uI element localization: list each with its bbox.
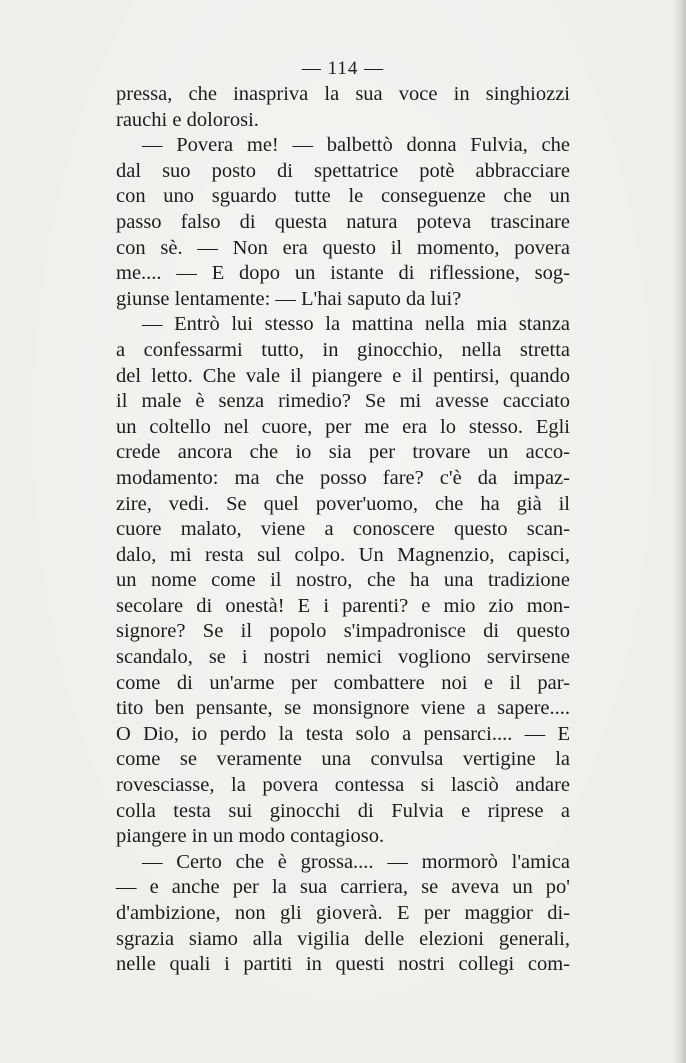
text-line: — Entrò lui stesso la mattina nella mia stanza [142,313,570,336]
text-line: giunse lentamente: — L'hai saputo da lui? [116,287,462,310]
text-line: dal suo posto di spettatrice potè abbracciare [116,159,570,182]
text-line: me.... — E dopo un istante di riflessione, sog- [116,262,570,285]
text-line: passo falso di questa natura poteva trascinare [116,210,570,233]
page-edge-shadow [672,0,686,1063]
text-line: secolare di onestà! E i parenti? e mio zio mon- [116,594,570,617]
text-line: come se veramente una convulsa vertigine la [116,748,570,771]
text-line: — e anche per la sua carriera, se aveva un po' [116,876,570,899]
text-line: — Povera me! — balbettò donna Fulvia, che [142,134,570,157]
text-line: colla testa sui ginocchi di Fulvia e riprese a [116,799,570,822]
text-line: pressa, che inaspriva la sua voce in singhiozzi [116,83,570,105]
text-line: O Dio, io perdo la testa solo a pensarci.... — E [116,722,570,745]
text-line: a confessarmi tutto, in ginocchio, nella stretta [116,338,570,361]
text-line: un nome come il nostro, che ha una tradizione [116,569,570,592]
text-line: rauchi e dolorosi. [116,108,259,131]
text-line: rovesciasse, la povera contessa si lasciò andare [116,774,570,797]
text-line: nelle quali i partiti in questi nostri collegi com- [116,953,570,976]
text-line: con uno sguardo tutte le conseguenze che un [116,185,570,208]
text-line: un coltello nel cuore, per me era lo stesso. Egli [116,415,570,438]
text-line: sgrazia siamo alla vigilia delle elezioni generali, [116,927,570,950]
text-line: con sè. — Non era questo il momento, povera [116,236,570,259]
text-line: tito ben pensante, se monsignore viene a sapere.... [116,697,570,720]
text-line: signore? Se il popolo s'impadronisce di questo [116,620,570,643]
text-line: piangere in un modo contagioso. [116,825,385,848]
text-line: modamento: ma che posso fare? c'è da impaz- [116,466,570,489]
text-line: — Certo che è grossa.... — mormorò l'amica [142,850,570,873]
body-text [116,82,570,978]
text-line: d'ambizione, non gli gioverà. E per maggior di- [116,902,570,924]
text-line: zire, vedi. Se quel pover'uomo, che ha già il [116,492,570,515]
text-line: il male è senza rimedio? Se mi avesse cacciato [116,390,570,413]
text-line: scandalo, se i nostri nemici vogliono servirsene [116,646,570,669]
page-number: — 114 — [301,58,385,79]
text-line: crede ancora che io sia per trovare un acco- [116,441,570,464]
text-line: come di un'arme per combattere noi e il par- [116,671,570,694]
text-line: del letto. Che vale il piangere e il pentirsi, quando [116,364,570,387]
text-line: dalo, mi resta sul colpo. Un Magnenzio, capisci, [116,543,570,566]
text-line: cuore malato, viene a conoscere questo scan- [116,518,570,541]
